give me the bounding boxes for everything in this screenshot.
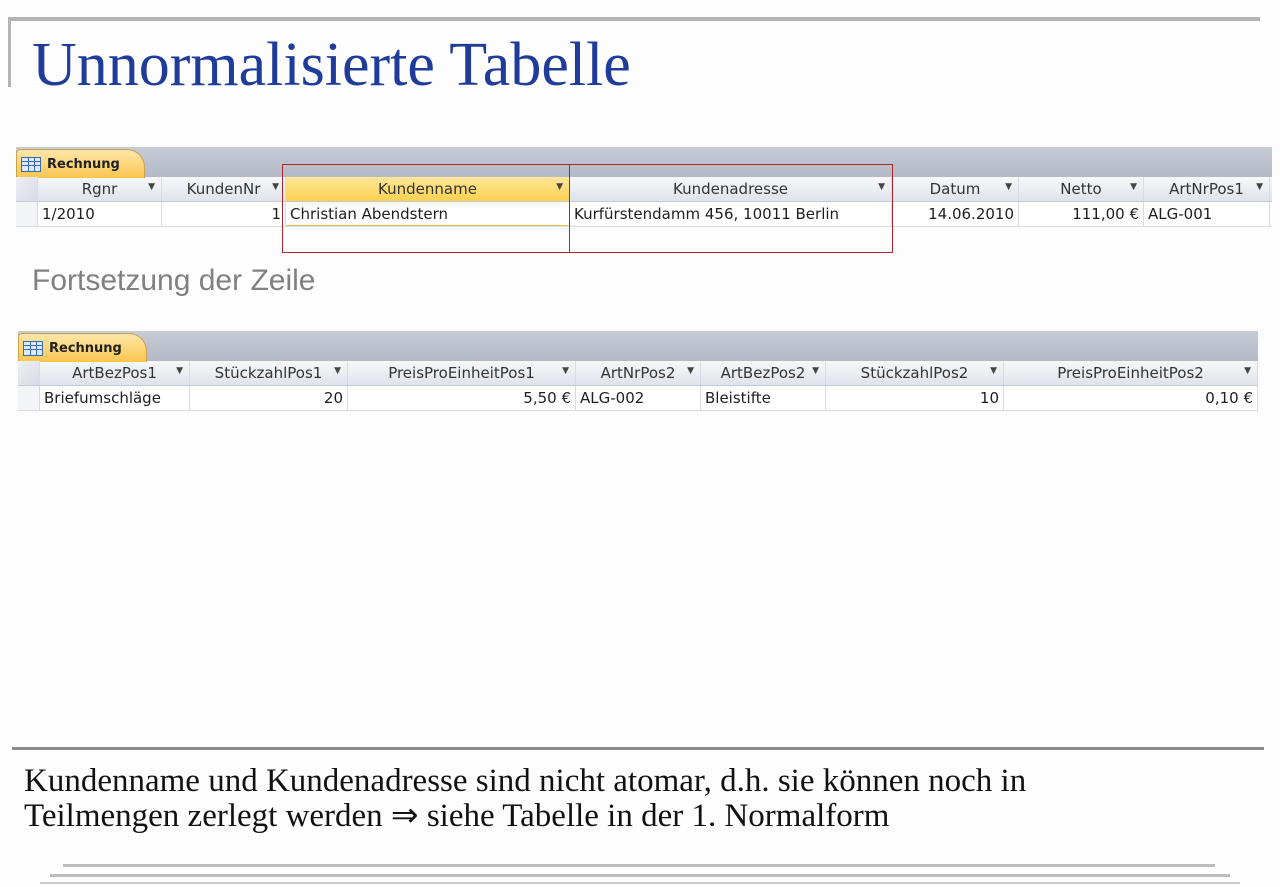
cell-artnrpos1[interactable]: ALG-001 bbox=[1144, 202, 1270, 226]
tab-rechnung[interactable] bbox=[16, 149, 145, 178]
explanation-line-2: Teilmengen zerlegt werden ⇒ siehe Tabelle in der 1. Normalform bbox=[24, 798, 890, 834]
datasheet-rechnung-2 bbox=[18, 331, 1258, 411]
column-header[interactable] bbox=[701, 361, 826, 385]
datasheet-table-icon bbox=[23, 341, 43, 356]
left-rule bbox=[8, 17, 11, 87]
dropdown-arrow-icon[interactable]: ▼ bbox=[1130, 182, 1137, 192]
footer-rule bbox=[40, 882, 1240, 884]
cell-artbezpos2[interactable]: Bleistifte bbox=[701, 386, 826, 410]
explanation-line-1: Kundenname und Kundenadresse sind nicht atomar, d.h. sie können noch in bbox=[24, 763, 1027, 799]
cell-netto[interactable]: 111,00 € bbox=[1019, 202, 1144, 226]
column-header-label: ArtBezPos2 bbox=[720, 364, 806, 382]
column-header-label: StückzahlPos1 bbox=[214, 364, 323, 382]
record-selector[interactable] bbox=[18, 386, 40, 410]
cell-kundenname[interactable]: Christian Abendstern bbox=[286, 202, 570, 226]
record-selector-header[interactable] bbox=[16, 177, 38, 201]
footer-rule bbox=[50, 874, 1230, 877]
dropdown-arrow-icon[interactable]: ▼ bbox=[1244, 366, 1251, 376]
column-header[interactable] bbox=[892, 177, 1019, 201]
column-header[interactable] bbox=[1019, 177, 1144, 201]
footer-rule bbox=[63, 864, 1215, 867]
cell-preisproeinheitpos1[interactable]: 5,50 € bbox=[348, 386, 576, 410]
tab-strip bbox=[18, 331, 1258, 361]
cell-kundennr[interactable]: 1 bbox=[162, 202, 286, 226]
cell-kundenadresse[interactable]: Kurfürstendamm 456, 10011 Berlin bbox=[570, 202, 892, 226]
column-header-label: ArtBezPos1 bbox=[72, 364, 157, 382]
dropdown-arrow-icon[interactable]: ▼ bbox=[1005, 182, 1012, 192]
tab-label: Rechnung bbox=[47, 156, 120, 172]
column-header[interactable] bbox=[162, 177, 286, 201]
column-header-label: Kundenname bbox=[378, 180, 477, 198]
column-header[interactable] bbox=[38, 177, 162, 201]
highlight-box-kundenadresse bbox=[569, 164, 893, 253]
record-selector[interactable] bbox=[16, 202, 38, 226]
column-header[interactable] bbox=[40, 361, 190, 385]
column-header-label: PreisProEinheitPos2 bbox=[1057, 364, 1204, 382]
column-header-label: KundenNr bbox=[186, 180, 261, 198]
column-header-label: Kundenadresse bbox=[673, 180, 788, 198]
column-header[interactable] bbox=[348, 361, 576, 385]
dropdown-arrow-icon[interactable]: ▼ bbox=[562, 366, 569, 376]
dropdown-arrow-icon[interactable]: ▼ bbox=[272, 182, 279, 192]
highlight-box-kundenname bbox=[282, 164, 570, 253]
top-rule bbox=[10, 17, 1260, 21]
cell-preisproeinheitpos2[interactable]: 0,10 € bbox=[1004, 386, 1258, 410]
column-header[interactable] bbox=[826, 361, 1004, 385]
cell-stueckzahlpos1[interactable]: 20 bbox=[190, 386, 348, 410]
continuation-heading: Fortsetzung der Zeile bbox=[32, 264, 316, 297]
header-row bbox=[18, 361, 1258, 386]
column-header[interactable] bbox=[576, 361, 701, 385]
cell-artnrpos2[interactable]: ALG-002 bbox=[576, 386, 701, 410]
cell-artbezpos1[interactable]: Briefumschläge bbox=[40, 386, 190, 410]
dropdown-arrow-icon[interactable]: ▼ bbox=[556, 182, 563, 192]
cell-datum[interactable]: 14.06.2010 bbox=[892, 202, 1019, 226]
column-header-label: Rgnr bbox=[81, 180, 118, 198]
table-row bbox=[18, 386, 1258, 411]
dropdown-arrow-icon[interactable]: ▼ bbox=[1256, 182, 1263, 192]
dropdown-arrow-icon[interactable]: ▼ bbox=[812, 366, 819, 376]
column-header-label: ArtNrPos1 bbox=[1169, 180, 1244, 198]
dropdown-arrow-icon[interactable]: ▼ bbox=[878, 182, 885, 192]
dropdown-arrow-icon[interactable]: ▼ bbox=[148, 182, 155, 192]
column-header[interactable] bbox=[1004, 361, 1258, 385]
dropdown-arrow-icon[interactable]: ▼ bbox=[176, 366, 183, 376]
column-header-label: StückzahlPos2 bbox=[860, 364, 969, 382]
column-header-label: PreisProEinheitPos1 bbox=[388, 364, 535, 382]
cell-stueckzahlpos2[interactable]: 10 bbox=[826, 386, 1004, 410]
tab-label: Rechnung bbox=[49, 340, 122, 356]
column-header[interactable] bbox=[190, 361, 348, 385]
column-header[interactable] bbox=[1144, 177, 1270, 201]
column-header-label: Datum bbox=[929, 180, 981, 198]
column-header-label: ArtNrPos2 bbox=[600, 364, 676, 382]
dropdown-arrow-icon[interactable]: ▼ bbox=[687, 366, 694, 376]
record-selector-header[interactable] bbox=[18, 361, 40, 385]
cell-rgnr[interactable]: 1/2010 bbox=[38, 202, 162, 226]
tab-rechnung[interactable] bbox=[18, 333, 147, 362]
separator-rule bbox=[12, 747, 1264, 750]
explanation-text bbox=[24, 764, 1026, 834]
column-header-label: Netto bbox=[1060, 180, 1102, 198]
datasheet-table-icon bbox=[21, 157, 41, 172]
slide-title: Unnormalisierte Tabelle bbox=[32, 31, 631, 99]
dropdown-arrow-icon[interactable]: ▼ bbox=[990, 366, 997, 376]
dropdown-arrow-icon[interactable]: ▼ bbox=[334, 366, 341, 376]
